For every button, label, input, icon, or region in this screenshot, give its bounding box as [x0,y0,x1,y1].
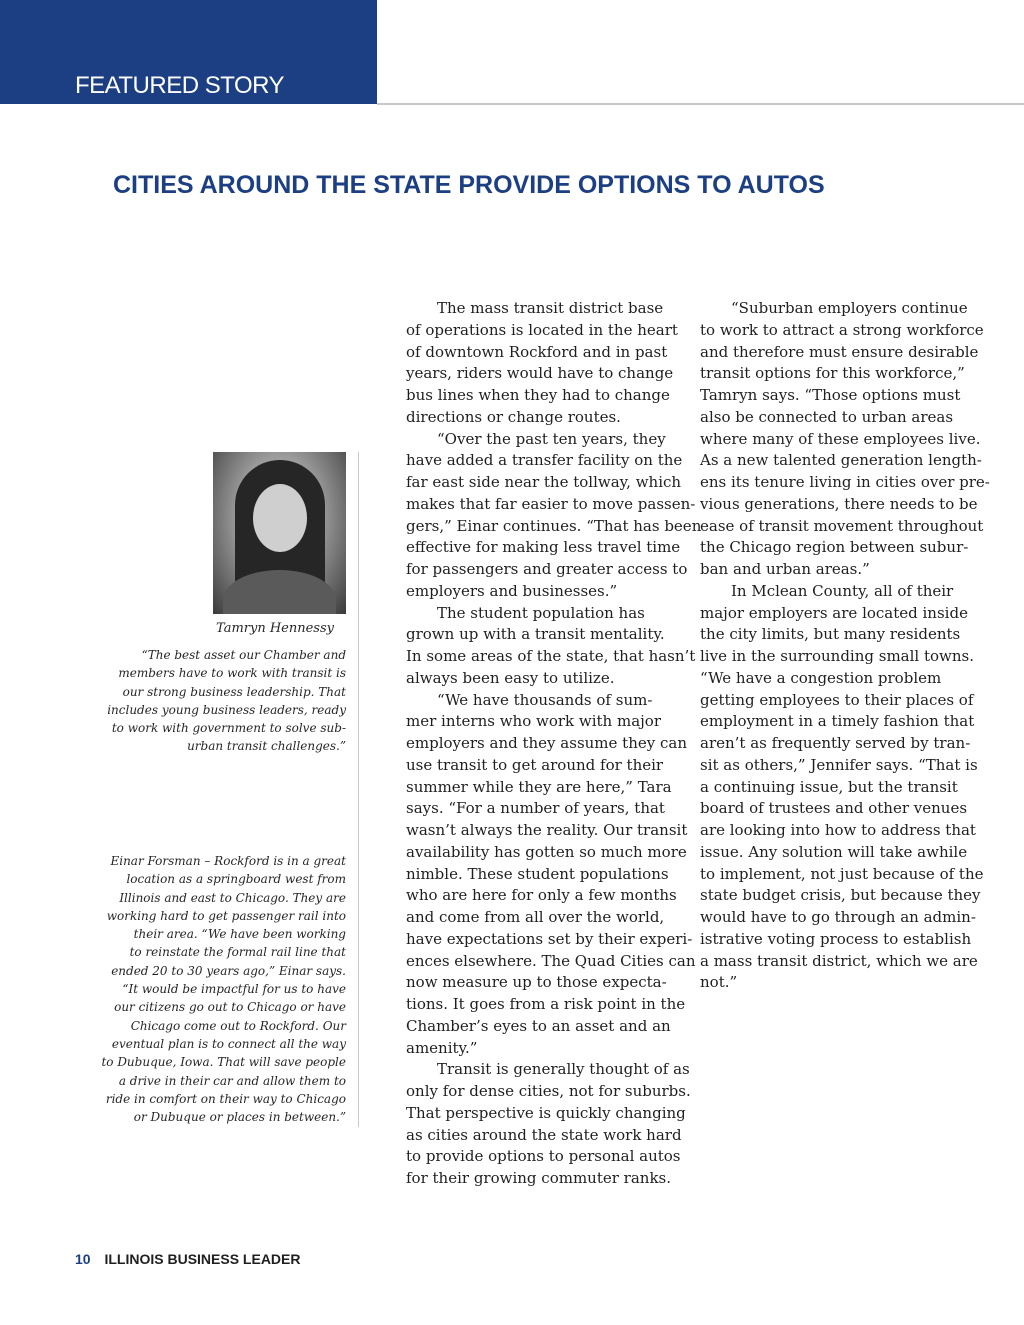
body-line: ens its tenure living in cities over pre- [700,473,990,491]
body-line: have expectations set by their experi- [406,929,693,948]
body-line: and therefore must ensure desirable [700,342,979,361]
quote-line: or Dubuque or places in between.” [133,1110,346,1125]
body-line: only for dense cities, not for suburbs. [406,1082,691,1100]
body-line: That perspective is quickly changing [406,1103,686,1122]
body-line: In some areas of the state, that hasn’t [406,647,696,665]
body-line: ban and urban areas.” [700,560,870,578]
quote-line: our strong business leadership. That [122,684,346,699]
body-line: getting employees to their places of [700,690,974,709]
body-line: major employers are located inside [700,603,968,622]
body-line: transit options for this workforce,” [700,364,965,383]
quote-line: eventual plan is to connect all the way [111,1036,346,1051]
quote-line: to reinstate the formal rail line that [129,945,346,960]
body-line: vious generations, there needs to be [700,494,978,513]
body-line: use transit to get around for their [406,755,664,774]
body-line: the Chicago region between subur- [700,538,969,557]
body-line: employers and businesses.” [406,581,618,600]
body-line: istrative voting process to establish [700,929,972,948]
header-band [0,0,377,104]
body-line: far east side near the tollway, which [406,473,682,491]
body-line: ences elsewhere. The Quad Cities can [406,951,696,970]
pull-quote-2 [101,852,346,1126]
body-line: directions or change routes. [406,407,621,426]
body-line: to implement, not just because of the [700,864,984,883]
quote-line: location as a springboard west from [126,872,346,887]
body-line: would have to go through an admin- [700,908,976,926]
page-footer [75,1251,301,1267]
sidebar-divider [358,452,359,1127]
body-line: and come from all over the world, [406,908,665,926]
quote-line: members have to work with transit is [118,666,346,681]
body-line: Tamryn says. “Those options must [700,386,961,404]
body-line: of downtown Rockford and in past [406,342,668,361]
article-title: CITIES AROUND THE STATE PROVIDE OPTIONS TO AUTOS [113,171,825,199]
body-line: employers and they assume they can [406,734,687,752]
pull-quote-1 [107,646,346,756]
quote-line: Illinois and east to Chicago. They are [119,890,346,905]
body-line: Transit is generally thought of as [437,1060,690,1079]
body-line: says. “For a number of years, that [406,799,665,818]
body-line: a mass transit district, which we are [700,951,978,970]
quote-line: urban transit challenges.” [187,739,346,754]
body-line: “Suburban employers continue [731,299,968,317]
body-line: as cities around the state work hard [406,1125,682,1144]
body-line: not.” [700,973,738,992]
body-line: sit as others,” Jennifer says. “That is [700,755,978,774]
quote-line: “The best asset our Chamber and [141,648,346,662]
body-line: of operations is located in the heart [406,320,678,339]
body-line: “We have thousands of sum- [437,690,653,709]
body-line: effective for making less travel time [406,538,681,557]
body-line: “Over the past ten years, they [437,429,666,448]
quote-line: ended 20 to 30 years ago,” Einar says. [111,963,346,978]
body-line: bus lines when they had to change [406,386,670,404]
body-line: grown up with a transit mentality. [406,625,665,644]
body-line: to provide options to personal autos [406,1147,681,1166]
body-line: gers,” Einar continues. “That has been [406,516,702,535]
quote-line: their area. “We have been working [133,927,346,942]
body-line: aren’t as frequently served by tran- [700,734,971,752]
body-line: amenity.” [406,1038,478,1057]
body-line: have added a transfer facility on the [406,451,683,470]
quote-line: Chicago come out to Rockford. Our [130,1018,346,1033]
body-line: makes that far easier to move passen- [406,494,696,513]
body-line: mer interns who work with major [406,712,662,731]
body-line: for their growing commuter ranks. [406,1169,672,1187]
body-line: board of trustees and other venues [700,799,968,818]
page-number: 10 [75,1251,91,1267]
body-line: nimble. These student populations [406,864,669,883]
body-line: who are here for only a few months [406,886,677,905]
quote-line: includes young business leaders, ready [107,702,346,717]
body-line: now measure up to those expecta- [406,973,667,992]
body-line: issue. Any solution will take awhile [700,842,968,861]
body-line: wasn’t always the reality. Our transit [406,821,688,839]
quote-line: our citizens go out to Chicago or have [114,1000,346,1015]
body-line: where many of these employees live. [700,429,981,448]
article-column-1 [406,298,702,1190]
body-line: tions. It goes from a risk point in the [406,995,686,1013]
header-rule [377,103,1024,105]
body-line: ease of transit movement throughout [700,516,984,535]
article-column-2 [700,298,990,994]
body-line: In Mclean County, all of their [731,581,954,600]
section-label: FEATURED STORY [75,72,285,99]
photo-caption: Tamryn Hennessy [216,621,334,636]
body-line: years, riders would have to change [406,364,674,383]
body-line: are looking into how to address that [700,821,976,839]
body-line: The student population has [437,603,645,622]
quote-line: to Dubuque, Iowa. That will save people [101,1055,346,1070]
quote-line: to work with government to solve sub- [111,721,346,736]
body-line: the city limits, but many residents [700,625,961,644]
body-line: state budget crisis, but because they [700,886,981,905]
portrait-face [253,484,307,552]
quote-line: ride in comfort on their way to Chicago [105,1091,346,1106]
body-line: employment in a timely fashion that [700,712,975,731]
body-line: Chamber’s eyes to an asset and an [406,1016,671,1035]
quote-line: “It would be impactful for us to have [122,982,346,997]
quote-line: a drive in their car and allow them to [118,1073,346,1088]
body-line: “We have a congestion problem [700,668,942,687]
publication-name: ILLINOIS BUSINESS LEADER [104,1251,301,1267]
body-line: The mass transit district base [437,299,664,317]
body-line: always been easy to utilize. [406,668,615,687]
body-line: summer while they are here,” Tara [406,777,672,796]
body-line: availability has gotten so much more [406,842,687,861]
body-line: As a new talented generation length- [700,451,982,470]
quote-line: Einar Forsman – Rockford is in a great [110,854,346,868]
body-line: also be connected to urban areas [700,407,954,426]
quote-line: working hard to get passenger rail into [106,908,346,923]
body-line: live in the surrounding small towns. [700,647,975,665]
body-line: a continuing issue, but the transit [700,777,958,796]
body-line: to work to attract a strong workforce [700,320,984,339]
portrait-photo [213,452,346,614]
body-line: for passengers and greater access to [406,560,688,578]
